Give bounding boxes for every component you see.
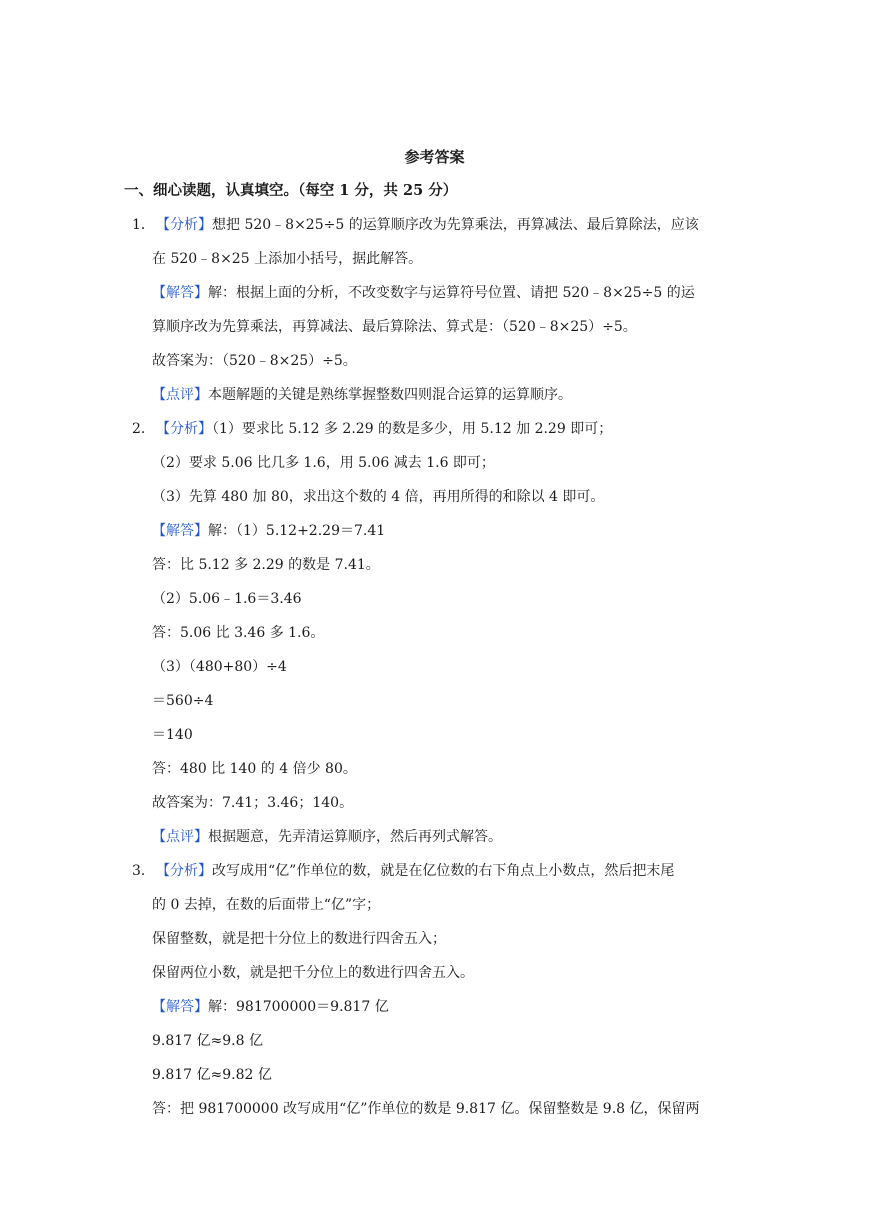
q1-answer-text-1: 解：根据上面的分析，不改变数字与运算符号位置、请把 520﹣8×25÷5 的运 bbox=[208, 285, 695, 301]
comment-tag: 【点评】 bbox=[152, 387, 208, 403]
analysis-tag: 【分析】 bbox=[156, 217, 212, 233]
q2-answer-line-9: 故答案为：7.41；3.46；140。 bbox=[152, 795, 354, 811]
q2-analysis-line-2: （2）要求 5.06 比几多 1.6，用 5.06 减去 1.6 即可； bbox=[152, 455, 495, 471]
section-heading: 一、细心读题，认真填空。（每空 1 分，共 25 分） bbox=[124, 182, 458, 199]
q2-analysis-text-1: （1）要求比 5.12 多 2.29 的数是多少，用 5.12 加 2.29 即可； bbox=[212, 421, 613, 437]
q3-analysis-text-1: 改写成用“亿”作单位的数，就是在亿位数的右下角点上小数点，然后把末尾 bbox=[212, 863, 675, 879]
q1-analysis-line-2: 在 520﹣8×25 上添加小括号，据此解答。 bbox=[152, 251, 423, 267]
answer-tag: 【解答】 bbox=[152, 523, 208, 539]
q1-analysis-text-1: 想把 520﹣8×25÷5 的运算顺序改为先算乘法，再算减法、最后算除法，应该 bbox=[212, 217, 699, 233]
q2-answer-line-6: ＝560÷4 bbox=[152, 693, 214, 709]
q3-answer-line-1 bbox=[152, 997, 389, 1017]
q2-comment-line bbox=[152, 827, 502, 847]
q3-analysis-line-3: 保留整数，就是把十分位上的数进行四舍五入； bbox=[152, 931, 446, 947]
analysis-tag: 【分析】 bbox=[156, 421, 212, 437]
q1-comment-text: 本题解题的关键是熟练掌握整数四则混合运算的运算顺序。 bbox=[208, 387, 572, 403]
q2-answer-text-1: 解：（1）5.12+2.29＝7.41 bbox=[208, 523, 386, 539]
q2-answer-line-3: （2）5.06﹣1.6＝3.46 bbox=[152, 591, 302, 607]
q2-answer-line-4: 答：5.06 比 3.46 多 1.6。 bbox=[152, 625, 325, 641]
q1-comment-line bbox=[152, 385, 572, 405]
q3-analysis-line-1 bbox=[132, 861, 674, 881]
q1-answer-line-3: 故答案为：（520﹣8×25）÷5。 bbox=[152, 353, 357, 369]
answer-tag: 【解答】 bbox=[152, 285, 208, 301]
q1-analysis-line-1 bbox=[132, 215, 699, 235]
q3-answer-line-4: 答：把 981700000 改写成用“亿”作单位的数是 9.817 亿。保留整数是 9.8 亿，保留两 bbox=[152, 1101, 700, 1117]
q2-number: 2． bbox=[132, 421, 155, 437]
q1-answer-line-1 bbox=[152, 283, 695, 303]
q2-answer-line-1 bbox=[152, 521, 385, 541]
q2-analysis-line-1 bbox=[132, 419, 612, 439]
q2-comment-text: 根据题意，先弄清运算顺序，然后再列式解答。 bbox=[208, 829, 502, 845]
q2-answer-line-2: 答：比 5.12 多 2.29 的数是 7.41。 bbox=[152, 557, 380, 573]
q3-answer-text-1: 解：981700000＝9.817 亿 bbox=[208, 999, 389, 1015]
q1-number: 1． bbox=[132, 217, 155, 233]
q1-answer-line-2: 算顺序改为先算乘法，再算减法、最后算除法、算式是：（520﹣8×25）÷5。 bbox=[152, 319, 637, 335]
q2-answer-line-7: ＝140 bbox=[152, 727, 193, 743]
q2-answer-line-8: 答：480 比 140 的 4 倍少 80。 bbox=[152, 761, 357, 777]
analysis-tag: 【分析】 bbox=[156, 863, 212, 879]
q2-answer-line-5: （3）（480+80）÷4 bbox=[152, 659, 287, 675]
q3-answer-line-3: 9.817 亿≈9.82 亿 bbox=[152, 1067, 272, 1083]
q3-analysis-line-2: 的 0 去掉，在数的后面带上“亿”字； bbox=[152, 897, 381, 913]
q2-analysis-line-3: （3）先算 480 加 80，求出这个数的 4 倍，再用所得的和除以 4 即可。 bbox=[152, 489, 605, 505]
q3-analysis-line-4: 保留两位小数，就是把千分位上的数进行四舍五入。 bbox=[152, 965, 474, 981]
q3-answer-line-2: 9.817 亿≈9.8 亿 bbox=[152, 1033, 263, 1049]
answer-tag: 【解答】 bbox=[152, 999, 208, 1015]
page-title: 参考答案 bbox=[404, 148, 465, 166]
q3-number: 3． bbox=[132, 863, 155, 879]
comment-tag: 【点评】 bbox=[152, 829, 208, 845]
